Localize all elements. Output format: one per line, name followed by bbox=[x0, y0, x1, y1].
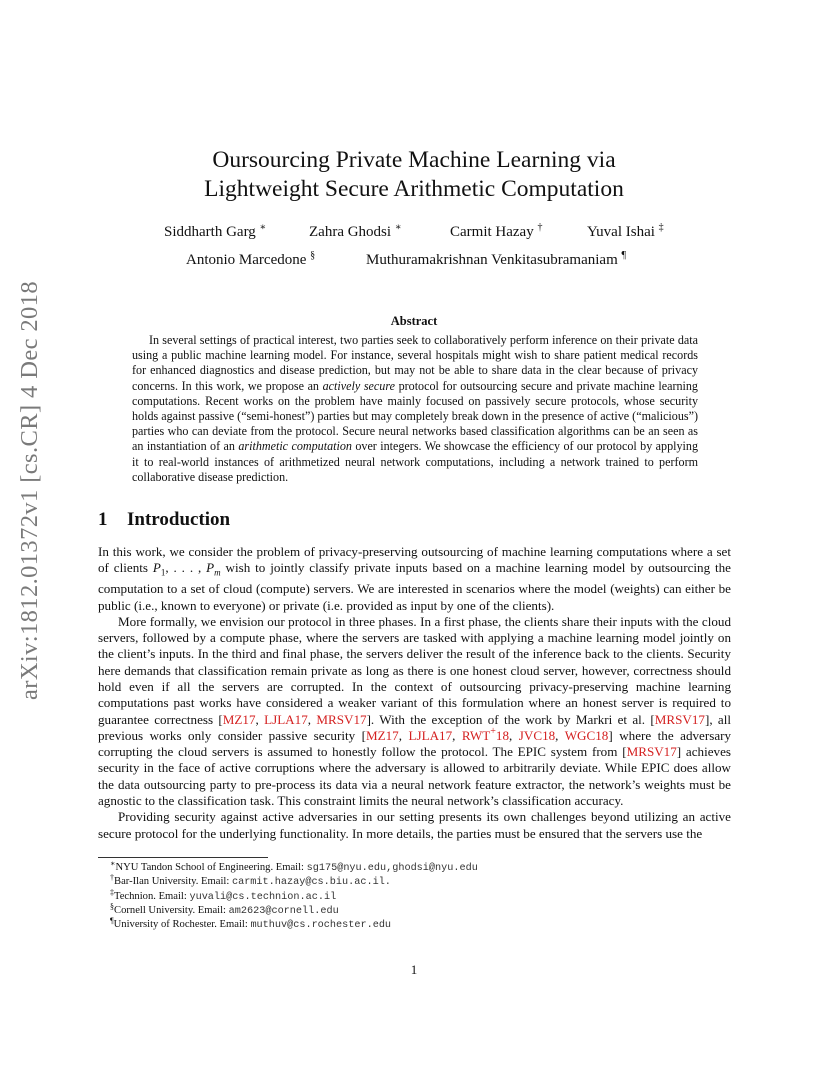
author: Yuval Ishai ‡ bbox=[587, 222, 664, 240]
page-number: 1 bbox=[410, 962, 418, 977]
footnote: ∗NYU Tandon School of Engineering. Email: sg175@nyu.edu,ghodsi@nyu.edu bbox=[110, 859, 478, 874]
paragraph: Providing security against active adversaries in our setting presents its own challenges beyond utilizing an active secure protocol for the underlying functionality. In more details, the parties must be ensured that the servers use the bbox=[98, 809, 731, 841]
title-line-1: Oursourcing Private Machine Learning via bbox=[212, 147, 616, 173]
citation-link[interactable]: LJLA17 bbox=[408, 727, 453, 743]
paragraph: In this work, we consider the problem of privacy-preserving outsourcing of machine learning computations where a set of clients $P_1$, . . . , $P_m$ wish to jointly classify private inputs based on a machine learning model by outsourcing the computation to a set of cloud (compute) servers. We are interested in scenarios where the model (weights) can either be public (i.e., known to everyone) or private (i.e. provided as input by one of the clients). bbox=[98, 544, 731, 613]
title-line-2: Lightweight Secure Arithmetic Computation bbox=[204, 176, 624, 202]
citation-link[interactable]: MRSV17 bbox=[316, 711, 367, 727]
paper-title bbox=[100, 146, 728, 204]
email-link[interactable]: carmit.hazay@cs.biu.ac.il. bbox=[231, 877, 391, 889]
footnotes bbox=[98, 861, 731, 932]
author: Muthuramakrishnan Venkitasubramaniam ¶ bbox=[366, 250, 627, 268]
author: Siddharth Garg ∗ bbox=[164, 222, 267, 240]
section-number: 1 bbox=[98, 509, 108, 530]
paragraph: More formally, we envision our protocol in three phases. In a first phase, the clients share their inputs with the cloud servers, followed by a compute phase, where the servers are tasked with applying a machine learning model jointly on the client’s inputs. In the third and final phase, the servers deliver the result of the inference back to the clients. Security here demands that classification remain private as long as there is one honest cloud server, however, correctness should hold even if all the servers are corrupted. In the context of outsourcing privacy-preserving machine learning computations past works have considered a weaker variant of this formulation where an honest server is required to guarantee correctness [MZ17, LJLA17, MRSV17]. With the exception of the work by Markri et al. [MRSV17], all previous works only consider passive security [MZ17, LJLA17, RWT+18, JVC18, WGC18] where the adversary corrupting the cloud servers is assumed to honestly follow the protocol. The EPIC system from [MRSV17] achieves security in the face of active corruptions where the adversary is allowed to arbitrarily deviate. While EPIC does allow the data outsourcing party to pre-process its data via a neural network feature extractor, the network’s weights must be agnostic to the classification task. This constraint limits the neural network’s classification accuracy. bbox=[98, 613, 732, 809]
author: Antonio Marcedone § bbox=[186, 250, 316, 268]
citation-link[interactable]: RWT+18 bbox=[461, 725, 510, 743]
citation-link[interactable]: JVC18 bbox=[518, 727, 556, 743]
body-text bbox=[98, 544, 731, 842]
author: Carmit Hazay † bbox=[450, 222, 543, 240]
footnote-rule bbox=[98, 857, 268, 858]
citation-link[interactable]: MZ17 bbox=[365, 727, 399, 743]
arxiv-identifier: arXiv:1812.01372v1 [cs.CR] 4 Dec 2018 bbox=[16, 281, 43, 700]
footnote: ¶University of Rochester. Email: muthuv@cs.rochester.edu bbox=[110, 916, 392, 932]
citation-link[interactable]: MZ17 bbox=[222, 711, 256, 727]
section-heading bbox=[98, 509, 230, 531]
citation-link[interactable]: MRSV17 bbox=[626, 744, 677, 760]
email-link[interactable]: muthuv@cs.rochester.edu bbox=[250, 920, 392, 932]
author-list bbox=[100, 222, 728, 272]
citation-link[interactable]: LJLA17 bbox=[264, 711, 308, 727]
citation-link[interactable]: MRSV17 bbox=[654, 711, 705, 727]
email-link[interactable]: yuvali@cs.technion.ac.il bbox=[189, 891, 337, 903]
arxiv-side-stamp bbox=[16, 281, 56, 700]
section-title: Introduction bbox=[127, 509, 231, 530]
author: Zahra Ghodsi ∗ bbox=[309, 222, 402, 240]
citation-link[interactable]: WGC18 bbox=[564, 727, 609, 743]
email-link[interactable]: am2623@cornell.edu bbox=[228, 905, 339, 917]
footnote: ‡Technion. Email: yuvali@cs.technion.ac.il bbox=[110, 887, 337, 903]
footnote: †Bar-Ilan University. Email: carmit.hazay@cs.biu.ac.il. bbox=[110, 873, 391, 889]
abstract-heading: Abstract bbox=[390, 314, 438, 328]
abstract-text: In several settings of practical interest, two parties seek to collaboratively perform inference on their private data using a public machine learning model. For instance, several hospitals might wish to share patient medical records for enhanced diagnostics and disease prediction, but may not be able to share data in the clear because of privacy concerns. In this work, we propose an actively secure protocol for outsourcing secure and private machine learning computations. Recent works on the problem have mainly focused on passively secure protocols, whose security holds against passive (“semi-honest”) parties but may completely break down in the presence of active (“malicious”) parties who can deviate from the protocol. Secure neural networks based classification algorithms can be an seen as an instantiation of an arithmetic computation over integers. We showcase the efficiency of our protocol by applying it to real-world instances of arithmetized neural network computations, including a network trained to perform collaborative disease prediction. bbox=[132, 333, 698, 484]
footnote: §Cornell University. Email: am2623@cornell.edu bbox=[110, 901, 339, 917]
email-link[interactable]: sg175@nyu.edu,ghodsi@nyu.edu bbox=[306, 863, 478, 874]
